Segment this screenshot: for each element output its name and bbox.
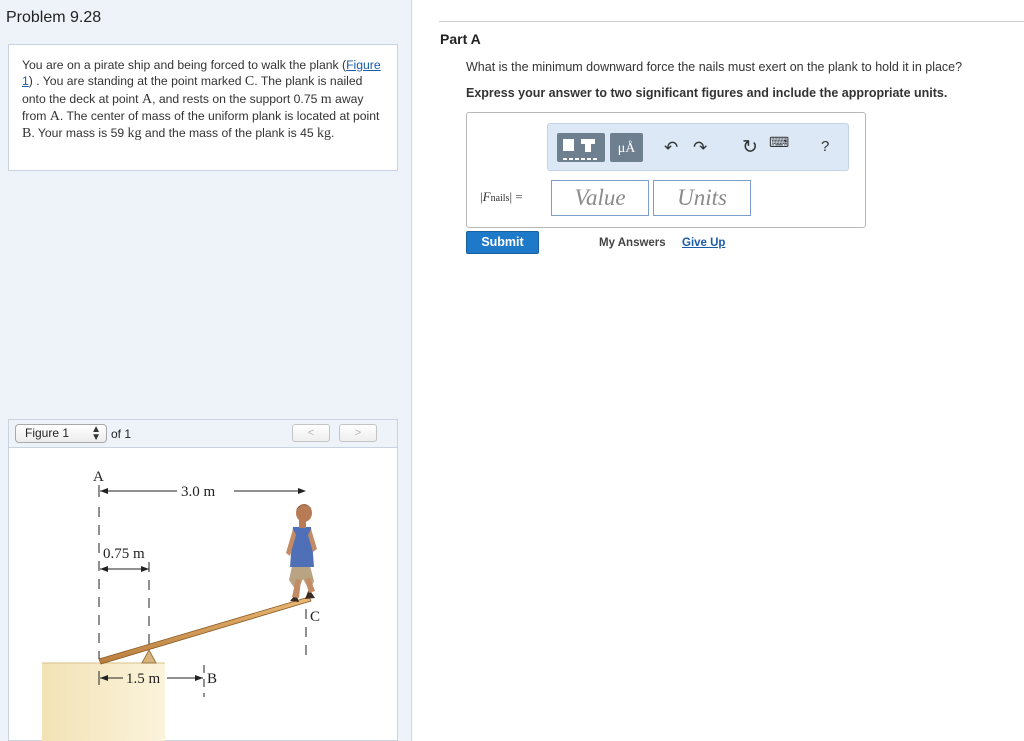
reset-icon[interactable]: ↻ (742, 137, 758, 158)
math-toolbar (547, 123, 849, 171)
problem-column (0, 0, 412, 741)
figure-prev-button[interactable]: < (292, 424, 330, 442)
length-total-label: 3.0 m (181, 484, 216, 500)
problem-title: Problem 9.28 (6, 9, 102, 26)
submit-button[interactable]: Submit (466, 231, 539, 254)
undo-icon[interactable]: ↶ (664, 138, 679, 157)
answer-column (413, 0, 1024, 741)
help-icon[interactable]: ? (821, 138, 830, 155)
figure-next-button[interactable]: > (339, 424, 377, 442)
instruction-text: Express your answer to two significant figures and include the appropriate units. (466, 86, 948, 100)
part-title: Part A (440, 31, 481, 47)
give-up-link[interactable]: Give Up (682, 237, 726, 249)
templates-button[interactable] (557, 133, 605, 162)
point-a-label: A (93, 469, 104, 485)
answer-label: |Fnails| = (480, 189, 523, 204)
problem-statement: You are on a pirate ship and being forced to walk the plank (Figure 1) . You are standing at the point marked C. The plank is nailed onto the deck at point A, and rests on the support 0.75 m away from A. The center of mass of the uniform plank is located at point B. Your mass is 59 kg and the mass of the plank is 45 kg. (8, 44, 398, 171)
figure-link[interactable]: Figure 1 (22, 58, 381, 89)
plank-figure (9, 449, 397, 741)
figure-toolbar (9, 420, 397, 448)
point-b-label: B (207, 671, 218, 687)
units-input[interactable]: Units (653, 180, 751, 216)
select-arrows-icon: ▲ ▼ (91, 424, 101, 443)
question-text: What is the minimum downward force the nails must exert on the plank to hold it in place? (466, 60, 963, 74)
figure-panel (8, 419, 398, 741)
templates-icon (557, 133, 605, 162)
my-answers-link[interactable]: My Answers (599, 237, 666, 249)
figure-count: of 1 (111, 427, 132, 441)
redo-icon[interactable]: ↷ (693, 138, 708, 157)
units-button[interactable]: μÅ (610, 133, 643, 162)
point-c-label: C (310, 609, 321, 625)
divider (439, 21, 1024, 22)
length-support-label: 0.75 m (103, 546, 145, 562)
person-illustration (286, 504, 317, 602)
plank (99, 597, 311, 664)
keyboard-icon[interactable]: ⌨ (769, 134, 790, 150)
length-com-label: 1.5 m (126, 671, 161, 687)
support (142, 650, 156, 663)
figure-select[interactable]: Figure 1 ▲ ▼ (15, 424, 107, 443)
value-input[interactable]: Value (551, 180, 649, 216)
answer-box (466, 112, 866, 228)
